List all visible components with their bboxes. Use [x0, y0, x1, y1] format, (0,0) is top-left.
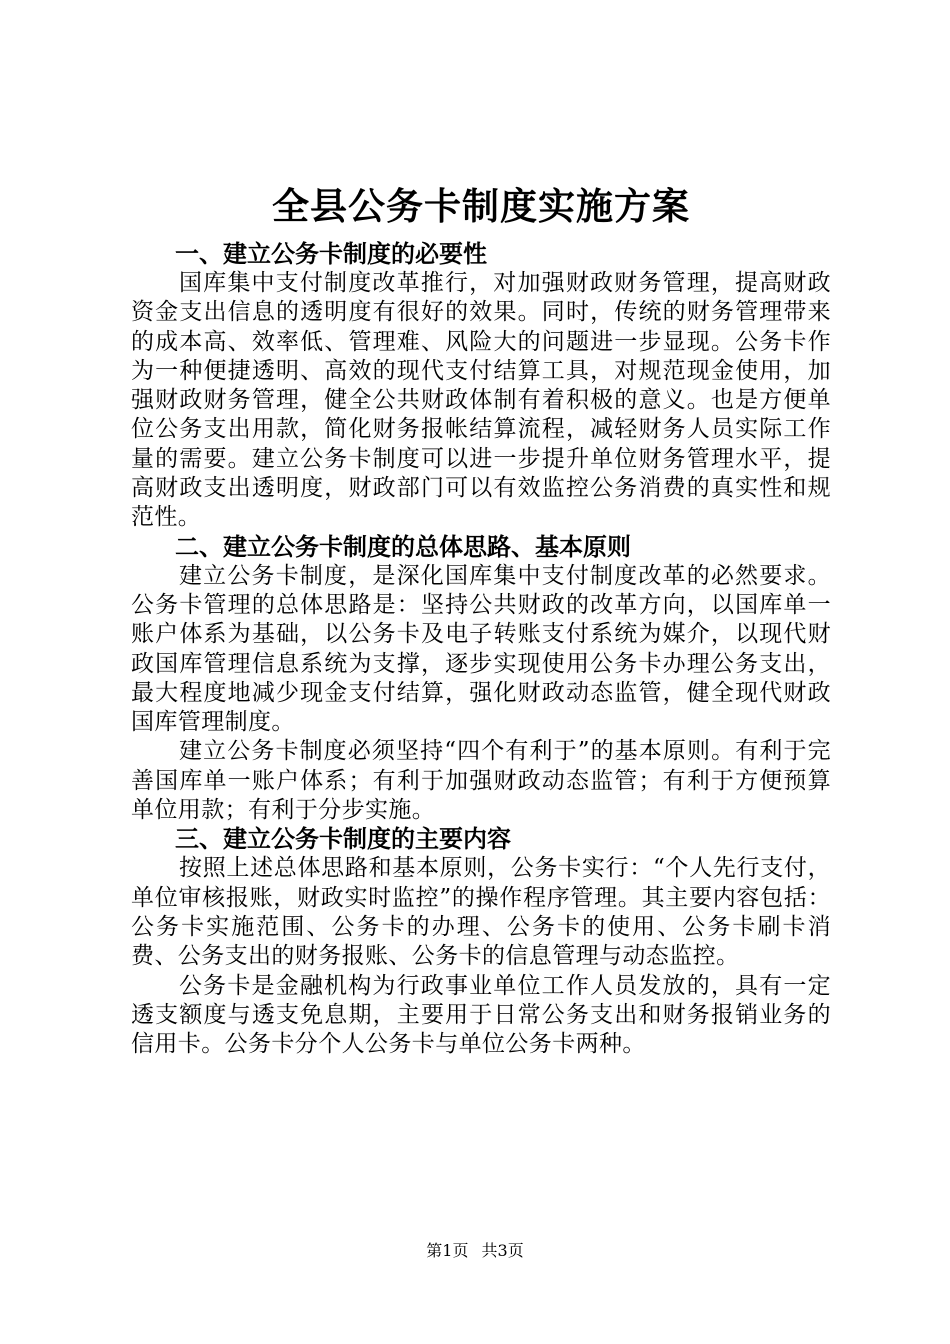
section-principles — [131, 533, 831, 826]
paragraph: 建立公务卡制度，是深化国库集中支付制度改革的必然要求。公务卡管理的总体思路是：坚持公共财政的改革方向，以国库单一账户体系为基础，以公务卡及电子转账支付系统为媒介，以现代财政国库管理信息系统为支撑，逐步实现使用公务卡办理公务支出，最大程度地减少现金支付结算，强化财政动态监管，健全现代财政国库管理制度。 — [131, 562, 831, 736]
section-heading: 二、建立公务卡制度的总体思路、基本原则 — [175, 532, 631, 561]
document-body — [131, 182, 831, 1059]
section-necessity — [131, 240, 831, 533]
document-title: 全县公务卡制度实施方案 — [272, 185, 690, 228]
paragraph: 公务卡是金融机构为行政事业单位工作人员发放的，具有一定透支额度与透支免息期，主要用于日常公务支出和财务报销业务的信用卡。公务卡分个人公务卡与单位公务卡两种。 — [131, 972, 831, 1058]
paragraph: 建立公务卡制度必须坚持“四个有利于”的基本原则。有利于完善国库单一账户体系；有利于加强财政动态监管；有利于方便预算单位用款；有利于分步实施。 — [131, 738, 831, 824]
page-number: 第1页 — [426, 1241, 469, 1260]
section-heading: 一、建立公务卡制度的必要性 — [175, 240, 487, 268]
page-footer — [0, 1241, 950, 1261]
section-heading: 三、建立公务卡制度的主要内容 — [175, 825, 511, 854]
section-contents — [131, 825, 831, 1059]
page-total: 共3页 — [481, 1241, 524, 1260]
paragraph: 国库集中支付制度改革推行，对加强财政财务管理，提高财政资金支出信息的透明度有很好的效果。同时，传统的财务管理带来的成本高、效率低、管理难、风险大的问题进一步显现。公务卡作为一种便捷透明、高效的现代支付结算工具，对规范现金使用，加强财政财务管理，健全公共财政体制有着积极的意义。也是方便单位公务支出用款，简化财务报帐结算流程，减轻财务人员实际工作量的需要。建立公务卡制度可以进一步提升单位财务管理水平，提高财政支出透明度，财政部门可以有效监控公务消费的真实性和规范性。 — [131, 270, 831, 531]
paragraph: 按照上述总体思路和基本原则，公务卡实行：“个人先行支付，单位审核报账，财政实时监控”的操作程序管理。其主要内容包括：公务卡实施范围、公务卡的办理、公务卡的使用、公务卡刷卡消费、公务支出的财务报账、公务卡的信息管理与动态监控。 — [131, 855, 831, 970]
